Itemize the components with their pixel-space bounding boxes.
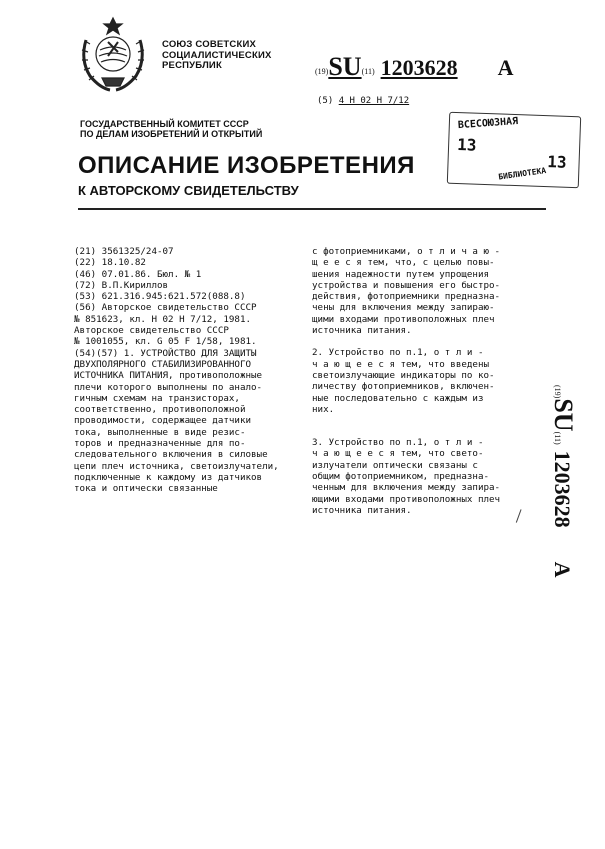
ipc-label: (5): [317, 96, 334, 106]
text-line: следовательного включения в силовые: [74, 449, 268, 461]
header-divider: [78, 208, 546, 210]
text-line: шения надежности путем упрощения: [312, 268, 490, 280]
document-subtitle: К АВТОРСКОМУ СВИДЕТЕЛЬСТВУ: [78, 183, 299, 198]
text-line: щими входами противоположных плеч: [312, 313, 495, 325]
document-title: ОПИСАНИЕ ИЗОБРЕТЕНИЯ: [78, 152, 415, 179]
text-line: тока, выполненные в виде резис-: [74, 426, 246, 438]
stamp-text: БИБЛИОТЕКА: [497, 165, 547, 182]
library-stamp: [447, 112, 581, 189]
stamp-text: ВСЕСОЮЗНАЯ: [457, 115, 519, 132]
text-line: светоизлучающие индикаторы по ко-: [312, 369, 495, 381]
text-line: 3. Устройство по п.1, о т л и -: [312, 437, 484, 449]
text-line: источника питания.: [312, 325, 412, 337]
patent-number: 1203628: [380, 55, 458, 80]
text-line: общим фотоприемником, предназна-: [312, 471, 490, 483]
text-line: (54)(57) 1. УСТРОЙСТВО ДЛЯ ЗАЩИТЫ: [74, 347, 257, 359]
text-line: 2. Устройство по п.1, о т л и -: [312, 347, 484, 359]
text-line: проводимости, содержащее датчики: [74, 415, 252, 427]
text-line: плечи которого выполнены по анало-: [74, 381, 263, 393]
claim-paragraph: [312, 246, 522, 336]
committee-line: ГОСУДАРСТВЕННЫЙ КОМИТЕТ СССР: [80, 119, 249, 129]
text-line: щ е е с я тем, что, с целью повы-: [312, 257, 495, 269]
text-line: ющими входами противоположных плеч: [312, 493, 501, 505]
text-line: ченным для включения между запира-: [312, 482, 501, 494]
text-line: (53) 621.316.945:621.572(088.8): [74, 291, 246, 303]
text-line: (21) 3561325/24-07: [74, 246, 174, 257]
country-code: SU: [328, 52, 362, 81]
issuer-organization: [162, 40, 272, 72]
text-line: ИСТОЧНИКА ПИТАНИЯ, противоположные: [74, 370, 263, 382]
text-line: тока и оптически связанные: [74, 483, 218, 495]
stamp-text: 13: [456, 135, 477, 155]
ussr-emblem: [72, 10, 154, 96]
claims-column: [312, 246, 522, 516]
side-patent-number: [542, 385, 582, 655]
stamp-text: 13: [547, 152, 567, 172]
text-line: торов и предназначенные для по-: [74, 438, 246, 450]
side-country-code-label: (19): [553, 385, 562, 399]
patent-number-block: [315, 52, 514, 82]
side-country-code: SU: [549, 398, 578, 432]
text-line: № 1001055, кл. G 05 F 1/58, 1981.: [74, 336, 257, 348]
text-line: ч а ю щ е е с я тем, что введены: [312, 358, 490, 370]
text-line: действия, фотоприемники предназна-: [312, 291, 501, 303]
text-line: них.: [312, 403, 335, 415]
text-line: Авторское свидетельство СССР: [74, 325, 229, 337]
text-line: излучатели оптически связаны с: [312, 459, 478, 471]
text-line: гичным схемам на транзисторах,: [74, 392, 240, 404]
claim-paragraph: [312, 347, 522, 415]
text-line: ч а ю щ е е с я тем, что свето-: [312, 448, 484, 460]
text-line: подключенные к каждому из датчиков: [74, 471, 263, 483]
kind-code: A: [497, 55, 514, 80]
side-number-label: (11): [553, 431, 562, 445]
text-line: (22) 18.10.82: [74, 257, 146, 269]
ipc-classification: [317, 96, 409, 106]
claim-paragraph: [312, 437, 522, 516]
bibliographic-column: [74, 246, 294, 495]
patent-number-label: (11): [361, 66, 375, 76]
text-line: (56) Авторское свидетельство СССР: [74, 302, 257, 314]
text-line: источника питания.: [312, 504, 412, 516]
text-line: чены для включения между запираю-: [312, 302, 495, 314]
side-patent-number-value: 1203628: [550, 450, 575, 528]
text-line: ДВУХПОЛЯРНОГО СТАБИЛИЗИРОВАННОГО: [74, 358, 252, 370]
text-line: соответственно, противоположной: [74, 404, 246, 416]
text-line: (72) В.П.Кириллов: [74, 279, 169, 291]
org-line: СОЦИАЛИСТИЧЕСКИХ: [162, 49, 272, 61]
country-code-label: (19): [315, 66, 329, 76]
text-line: личеству фотоприемников, включен-: [312, 381, 495, 393]
org-line: РЕСПУБЛИК: [162, 60, 222, 71]
ipc-value: 4 Н 02 Н 7/12: [338, 96, 410, 106]
text-line: цепи плеч источника, светоизлучатели,: [74, 460, 279, 472]
text-line: (46) 07.01.86. Бюл. № 1: [74, 268, 202, 280]
text-line: с фотоприемниками, о т л и ч а ю -: [312, 246, 501, 257]
committee-line: ПО ДЕЛАМ ИЗОБРЕТЕНИЙ И ОТКРЫТИЙ: [80, 129, 263, 139]
text-line: № 851623, кл. Н 02 Н 7/12, 1981.: [74, 313, 252, 325]
side-kind-code: A: [550, 561, 575, 578]
state-committee: [80, 119, 262, 139]
org-line: СОЮЗ СОВЕТСКИХ: [162, 39, 257, 50]
text-line: ные последовательно с каждым из: [312, 392, 484, 404]
text-line: устройства и повышения его быстро-: [312, 279, 501, 291]
